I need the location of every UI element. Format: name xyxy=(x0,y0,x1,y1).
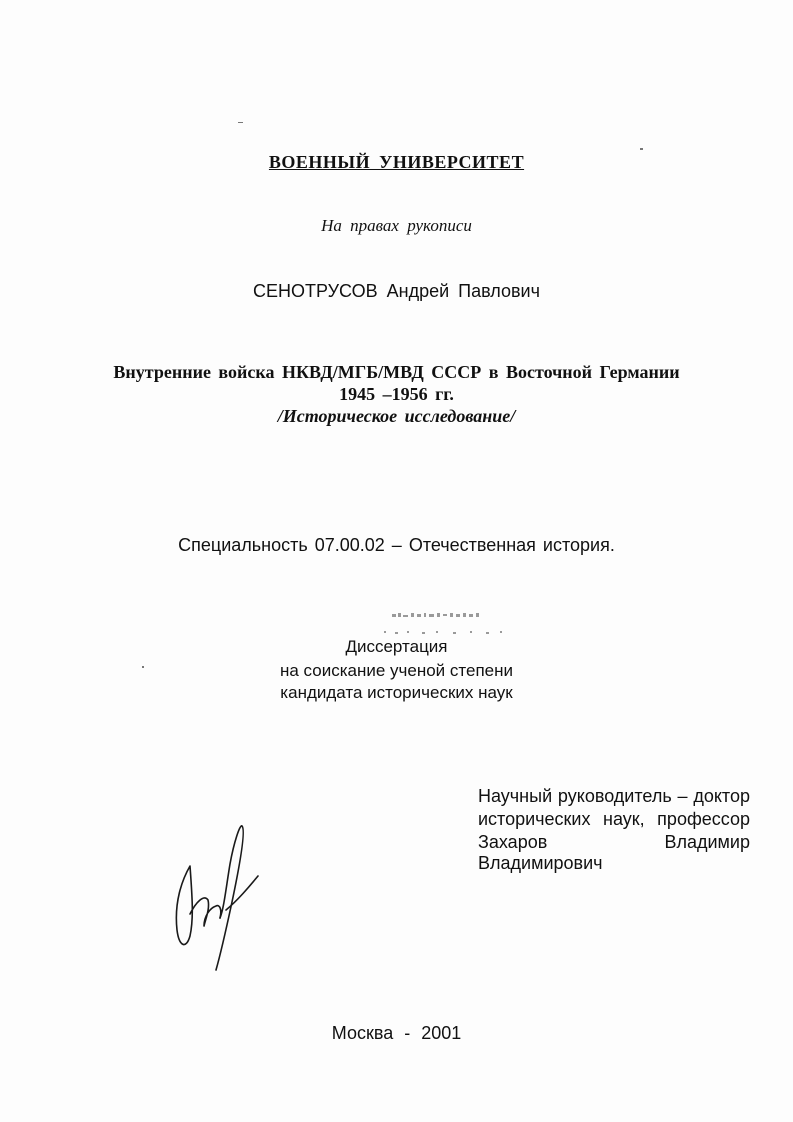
scan-speck xyxy=(238,122,243,123)
dissertation-line-1: Диссертация xyxy=(345,637,448,656)
advisor-line-2: исторических наук, профессор xyxy=(478,809,750,829)
scan-speck xyxy=(640,148,643,150)
speciality-line: Специальность 07.00.02 – Отечественная история. xyxy=(178,535,615,555)
title-line-3: /Историческое исследование/ xyxy=(277,406,516,426)
dissertation-line-2: на соискание ученой степени xyxy=(279,661,513,680)
advisor-line-3: Захаров Владимир Владимирович xyxy=(478,832,750,873)
city-year: Москва - 2001 xyxy=(331,1023,462,1043)
advisor-line-1: Научный руководитель – доктор xyxy=(478,786,750,806)
manuscript-note: На правах рукописи xyxy=(321,216,472,235)
scan-speck xyxy=(142,666,144,668)
institution-name: ВОЕННЫЙ УНИВЕРСИТЕТ xyxy=(268,152,525,172)
dissertation-line-3: кандидата исторических наук xyxy=(280,683,513,702)
title-line-2: 1945 –1956 гг. xyxy=(339,384,454,404)
handwritten-signature xyxy=(168,818,268,978)
author-name: СЕНОТРУСОВ Андрей Павлович xyxy=(253,281,540,301)
title-line-1: Внутренние войска НКВД/МГБ/МВД СССР в Восточной Германии xyxy=(113,362,680,382)
